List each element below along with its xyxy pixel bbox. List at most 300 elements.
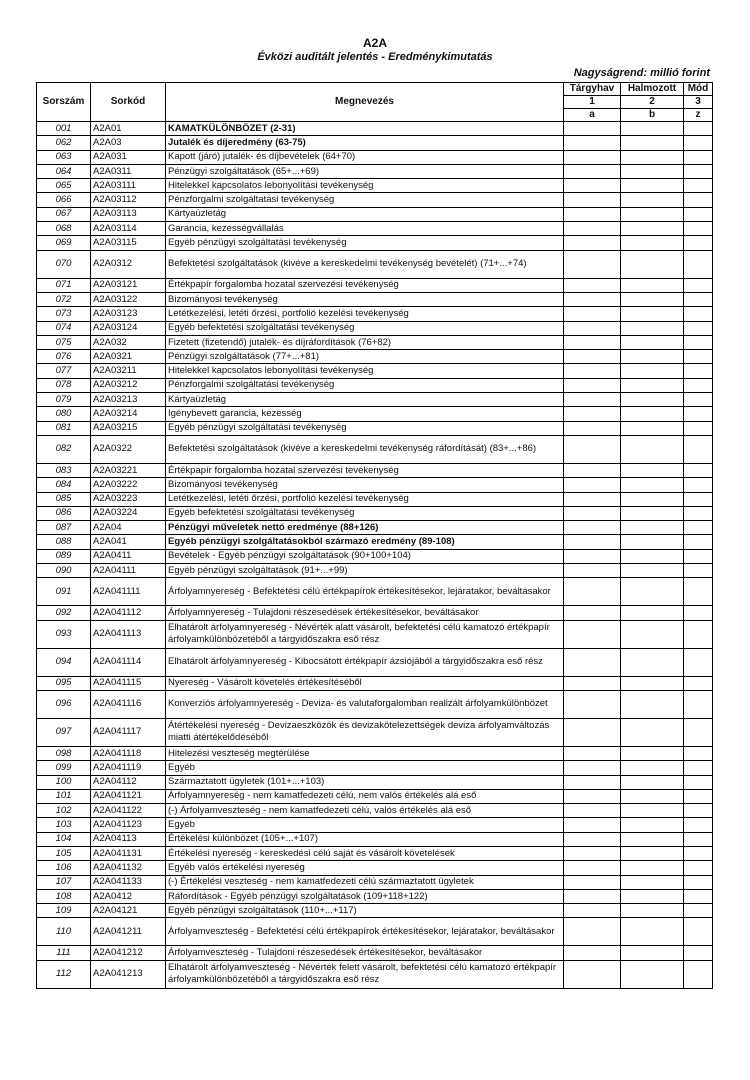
value-cell-halmozott[interactable] xyxy=(621,407,684,421)
table-row xyxy=(37,506,713,520)
value-cell-targyhav[interactable] xyxy=(564,393,621,407)
value-cell-halmozott[interactable] xyxy=(621,904,684,918)
value-cell-halmozott[interactable] xyxy=(621,207,684,221)
value-cell-targyhav[interactable] xyxy=(564,364,621,378)
table-row xyxy=(37,292,713,306)
value-cell-mod[interactable] xyxy=(684,946,713,960)
value-cell-mod[interactable] xyxy=(684,292,713,306)
row-name: Nyereség - Vásárolt követelés értékesítéséből xyxy=(166,676,564,690)
value-cell-halmozott[interactable] xyxy=(621,648,684,676)
row-name: Pénzforgalmi szolgáltatási tevékenység xyxy=(166,378,564,392)
value-cell-halmozott[interactable] xyxy=(621,946,684,960)
col-header-mod: Mód xyxy=(684,83,713,96)
value-cell-targyhav[interactable] xyxy=(564,307,621,321)
row-name: Árfolyamnyereség - nem kamatfedezeti célú, nem valós értékelés alá eső xyxy=(166,789,564,803)
value-cell-targyhav[interactable] xyxy=(564,832,621,846)
row-name: Árfolyamnyereség - Tulajdoni részesedések értékesítésekor, beváltásakor xyxy=(166,606,564,620)
value-cell-mod[interactable] xyxy=(684,761,713,775)
value-cell-mod[interactable] xyxy=(684,648,713,676)
col-header-sorszam: Sorszám xyxy=(37,83,91,122)
row-number: 065 xyxy=(37,179,91,193)
row-name: Értékpapír forgalomba hozatal szervezési tevékenység xyxy=(166,278,564,292)
row-code: A2A0322 xyxy=(91,435,166,463)
value-cell-targyhav[interactable] xyxy=(564,861,621,875)
value-cell-targyhav[interactable] xyxy=(564,535,621,549)
value-cell-mod[interactable] xyxy=(684,421,713,435)
table-row xyxy=(37,193,713,207)
value-cell-mod[interactable] xyxy=(684,846,713,860)
row-name: Értékpapír forgalomba hozatal szervezési tevékenység xyxy=(166,463,564,477)
value-cell-halmozott[interactable] xyxy=(621,506,684,520)
row-code: A2A03111 xyxy=(91,179,166,193)
value-cell-mod[interactable] xyxy=(684,463,713,477)
row-code: A2A032 xyxy=(91,335,166,349)
value-cell-mod[interactable] xyxy=(684,960,713,988)
value-cell-mod[interactable] xyxy=(684,407,713,421)
row-code: A2A041 xyxy=(91,535,166,549)
value-cell-mod[interactable] xyxy=(684,718,713,746)
value-cell-mod[interactable] xyxy=(684,804,713,818)
value-cell-targyhav[interactable] xyxy=(564,506,621,520)
value-cell-targyhav[interactable] xyxy=(564,549,621,563)
row-number: 104 xyxy=(37,832,91,846)
value-cell-halmozott[interactable] xyxy=(621,620,684,648)
table-row xyxy=(37,861,713,875)
row-code: A2A0412 xyxy=(91,889,166,903)
value-cell-halmozott[interactable] xyxy=(621,393,684,407)
value-cell-targyhav[interactable] xyxy=(564,564,621,578)
row-name: Egyéb valós értékelési nyereség xyxy=(166,861,564,875)
row-code: A2A01 xyxy=(91,122,166,136)
row-name: Kártyaüzletág xyxy=(166,207,564,221)
value-cell-targyhav[interactable] xyxy=(564,278,621,292)
row-number: 073 xyxy=(37,307,91,321)
table-row xyxy=(37,718,713,746)
value-cell-halmozott[interactable] xyxy=(621,789,684,803)
table-row xyxy=(37,179,713,193)
value-cell-halmozott[interactable] xyxy=(621,564,684,578)
col-number-3: 3 xyxy=(684,96,713,109)
row-name: Egyéb xyxy=(166,818,564,832)
value-cell-targyhav[interactable] xyxy=(564,521,621,535)
value-cell-mod[interactable] xyxy=(684,746,713,760)
value-cell-halmozott[interactable] xyxy=(621,918,684,946)
value-cell-halmozott[interactable] xyxy=(621,307,684,321)
table-row xyxy=(37,378,713,392)
value-cell-halmozott[interactable] xyxy=(621,478,684,492)
row-code: A2A041112 xyxy=(91,606,166,620)
row-name: Egyéb xyxy=(166,761,564,775)
value-cell-mod[interactable] xyxy=(684,690,713,718)
table-row xyxy=(37,407,713,421)
row-name: Átértékelési nyereség - Devizaeszközök és devizakötelezettségek deviza árfolyamváltozás miatti átértékelődéséből xyxy=(166,718,564,746)
table-row xyxy=(37,775,713,789)
value-cell-halmozott[interactable] xyxy=(621,150,684,164)
value-cell-targyhav[interactable] xyxy=(564,250,621,278)
row-name: Bizományosi tevékenység xyxy=(166,478,564,492)
row-name: Hitelekkel kapcsolatos lebonyolítási tevékenység xyxy=(166,179,564,193)
row-number: 074 xyxy=(37,321,91,335)
value-cell-mod[interactable] xyxy=(684,321,713,335)
value-cell-halmozott[interactable] xyxy=(621,122,684,136)
value-cell-mod[interactable] xyxy=(684,222,713,236)
table-row xyxy=(37,690,713,718)
value-cell-halmozott[interactable] xyxy=(621,960,684,988)
row-code: A2A03214 xyxy=(91,407,166,421)
value-cell-mod[interactable] xyxy=(684,521,713,535)
value-cell-targyhav[interactable] xyxy=(564,335,621,349)
value-cell-targyhav[interactable] xyxy=(564,846,621,860)
value-cell-halmozott[interactable] xyxy=(621,832,684,846)
value-cell-halmozott[interactable] xyxy=(621,463,684,477)
value-cell-targyhav[interactable] xyxy=(564,207,621,221)
value-cell-halmozott[interactable] xyxy=(621,846,684,860)
value-cell-targyhav[interactable] xyxy=(564,889,621,903)
row-name: Árfolyamveszteség - Befektetési célú értékpapírok értékesítésekor, lejáratakor, beváltásakor xyxy=(166,918,564,946)
row-code: A2A0321 xyxy=(91,350,166,364)
value-cell-halmozott[interactable] xyxy=(621,222,684,236)
value-cell-targyhav[interactable] xyxy=(564,478,621,492)
value-cell-mod[interactable] xyxy=(684,620,713,648)
row-code: A2A03223 xyxy=(91,492,166,506)
value-cell-mod[interactable] xyxy=(684,350,713,364)
row-code: A2A03121 xyxy=(91,278,166,292)
row-number: 084 xyxy=(37,478,91,492)
row-code: A2A03215 xyxy=(91,421,166,435)
value-cell-targyhav[interactable] xyxy=(564,775,621,789)
value-cell-halmozott[interactable] xyxy=(621,364,684,378)
row-name: Konverziós árfolyamnyereség - Deviza- és valutaforgalomban realizált árfolyamkülönbözet xyxy=(166,690,564,718)
row-number: 106 xyxy=(37,861,91,875)
row-number: 075 xyxy=(37,335,91,349)
income-statement-table xyxy=(36,82,713,989)
row-code: A2A041111 xyxy=(91,578,166,606)
value-cell-halmozott[interactable] xyxy=(621,378,684,392)
row-code: A2A03122 xyxy=(91,292,166,306)
table-row xyxy=(37,136,713,150)
value-cell-halmozott[interactable] xyxy=(621,761,684,775)
row-name: Egyéb pénzügyi szolgáltatási tevékenység xyxy=(166,236,564,250)
row-code: A2A04113 xyxy=(91,832,166,846)
table-row xyxy=(37,960,713,988)
value-cell-mod[interactable] xyxy=(684,136,713,150)
row-code: A2A041116 xyxy=(91,690,166,718)
row-number: 080 xyxy=(37,407,91,421)
value-cell-targyhav[interactable] xyxy=(564,421,621,435)
table-row xyxy=(37,904,713,918)
value-cell-targyhav[interactable] xyxy=(564,746,621,760)
row-number: 095 xyxy=(37,676,91,690)
value-cell-targyhav[interactable] xyxy=(564,875,621,889)
value-cell-halmozott[interactable] xyxy=(621,804,684,818)
value-cell-targyhav[interactable] xyxy=(564,378,621,392)
row-number: 071 xyxy=(37,278,91,292)
row-number: 079 xyxy=(37,393,91,407)
value-cell-halmozott[interactable] xyxy=(621,875,684,889)
row-code: A2A041119 xyxy=(91,761,166,775)
value-cell-mod[interactable] xyxy=(684,818,713,832)
row-code: A2A04112 xyxy=(91,775,166,789)
row-name: Garancia, kezességvállalás xyxy=(166,222,564,236)
table-row xyxy=(37,846,713,860)
row-number: 086 xyxy=(37,506,91,520)
table-row xyxy=(37,648,713,676)
row-name: Letétkezelési, letéti őrzési, portfolió kezelési tevékenység xyxy=(166,492,564,506)
value-cell-targyhav[interactable] xyxy=(564,435,621,463)
row-name: Jutalék és díjeredmény (63-75) xyxy=(166,136,564,150)
table-row xyxy=(37,421,713,435)
value-cell-halmozott[interactable] xyxy=(621,775,684,789)
value-cell-halmozott[interactable] xyxy=(621,136,684,150)
value-cell-targyhav[interactable] xyxy=(564,960,621,988)
table-row xyxy=(37,478,713,492)
row-name: Pénzforgalmi szolgáltatási tevékenység xyxy=(166,193,564,207)
value-cell-targyhav[interactable] xyxy=(564,193,621,207)
value-cell-targyhav[interactable] xyxy=(564,648,621,676)
row-name: Értékelési nyereség - kereskedési célú saját és vásárolt követelések xyxy=(166,846,564,860)
value-cell-mod[interactable] xyxy=(684,393,713,407)
table-row xyxy=(37,364,713,378)
table-row xyxy=(37,236,713,250)
row-number: 112 xyxy=(37,960,91,988)
value-cell-mod[interactable] xyxy=(684,307,713,321)
row-code: A2A041132 xyxy=(91,861,166,875)
table-row xyxy=(37,463,713,477)
table-row xyxy=(37,818,713,832)
value-cell-halmozott[interactable] xyxy=(621,746,684,760)
value-cell-mod[interactable] xyxy=(684,606,713,620)
row-code: A2A03212 xyxy=(91,378,166,392)
row-number: 089 xyxy=(37,549,91,563)
value-cell-halmozott[interactable] xyxy=(621,690,684,718)
value-cell-targyhav[interactable] xyxy=(564,350,621,364)
value-cell-halmozott[interactable] xyxy=(621,250,684,278)
row-name: Árfolyamveszteség - Tulajdoni részesedések értékesítésekor, beváltásakor xyxy=(166,946,564,960)
row-code: A2A041123 xyxy=(91,818,166,832)
value-cell-mod[interactable] xyxy=(684,207,713,221)
value-cell-halmozott[interactable] xyxy=(621,164,684,178)
value-cell-targyhav[interactable] xyxy=(564,463,621,477)
value-cell-targyhav[interactable] xyxy=(564,136,621,150)
table-row xyxy=(37,164,713,178)
value-cell-mod[interactable] xyxy=(684,122,713,136)
value-cell-halmozott[interactable] xyxy=(621,606,684,620)
table-row xyxy=(37,804,713,818)
table-row xyxy=(37,789,713,803)
table-row xyxy=(37,889,713,903)
value-cell-targyhav[interactable] xyxy=(564,222,621,236)
value-cell-halmozott[interactable] xyxy=(621,193,684,207)
row-name: Egyéb pénzügyi szolgáltatásokból származó eredmény (89-108) xyxy=(166,535,564,549)
row-number: 108 xyxy=(37,889,91,903)
row-number: 093 xyxy=(37,620,91,648)
value-cell-halmozott[interactable] xyxy=(621,321,684,335)
value-cell-mod[interactable] xyxy=(684,832,713,846)
row-name: Letétkezelési, letéti őrzési, portfolió kezelési tevékenység xyxy=(166,307,564,321)
row-number: 110 xyxy=(37,918,91,946)
row-code: A2A041133 xyxy=(91,875,166,889)
value-cell-mod[interactable] xyxy=(684,492,713,506)
row-number: 085 xyxy=(37,492,91,506)
value-cell-halmozott[interactable] xyxy=(621,435,684,463)
value-cell-halmozott[interactable] xyxy=(621,179,684,193)
table-row xyxy=(37,761,713,775)
value-cell-mod[interactable] xyxy=(684,506,713,520)
row-number: 099 xyxy=(37,761,91,775)
value-cell-halmozott[interactable] xyxy=(621,889,684,903)
row-number: 083 xyxy=(37,463,91,477)
value-cell-targyhav[interactable] xyxy=(564,321,621,335)
row-number: 001 xyxy=(37,122,91,136)
row-code: A2A03 xyxy=(91,136,166,150)
row-code: A2A041212 xyxy=(91,946,166,960)
value-cell-halmozott[interactable] xyxy=(621,718,684,746)
row-code: A2A03222 xyxy=(91,478,166,492)
row-code: A2A03213 xyxy=(91,393,166,407)
value-cell-halmozott[interactable] xyxy=(621,350,684,364)
value-cell-mod[interactable] xyxy=(684,193,713,207)
value-cell-targyhav[interactable] xyxy=(564,492,621,506)
value-cell-halmozott[interactable] xyxy=(621,421,684,435)
table-row xyxy=(37,564,713,578)
row-code: A2A0411 xyxy=(91,549,166,563)
row-number: 088 xyxy=(37,535,91,549)
col-header-targyhav: Tárgyhav xyxy=(564,83,621,96)
value-cell-targyhav[interactable] xyxy=(564,407,621,421)
value-cell-mod[interactable] xyxy=(684,564,713,578)
row-name: Bevételek - Egyéb pénzügyi szolgáltatások (90+100+104) xyxy=(166,549,564,563)
table-row xyxy=(37,746,713,760)
value-cell-targyhav[interactable] xyxy=(564,620,621,648)
col-header-sorkod: Sorkód xyxy=(91,83,166,122)
table-row xyxy=(37,393,713,407)
row-number: 082 xyxy=(37,435,91,463)
table-row xyxy=(37,350,713,364)
row-code: A2A04121 xyxy=(91,904,166,918)
value-cell-targyhav[interactable] xyxy=(564,676,621,690)
value-cell-targyhav[interactable] xyxy=(564,690,621,718)
value-cell-targyhav[interactable] xyxy=(564,904,621,918)
value-cell-halmozott[interactable] xyxy=(621,861,684,875)
row-number: 092 xyxy=(37,606,91,620)
value-cell-halmozott[interactable] xyxy=(621,676,684,690)
row-name: Hitelezési veszteség megtérülése xyxy=(166,746,564,760)
row-number: 096 xyxy=(37,690,91,718)
value-cell-targyhav[interactable] xyxy=(564,789,621,803)
row-name: Befektetési szolgáltatások (kivéve a kereskedelmi tevékenység bevételét) (71+...+74) xyxy=(166,250,564,278)
value-cell-halmozott[interactable] xyxy=(621,818,684,832)
col-header-halmozott: Halmozott xyxy=(621,83,684,96)
value-cell-targyhav[interactable] xyxy=(564,606,621,620)
row-code: A2A03221 xyxy=(91,463,166,477)
value-cell-targyhav[interactable] xyxy=(564,164,621,178)
value-cell-halmozott[interactable] xyxy=(621,578,684,606)
value-cell-mod[interactable] xyxy=(684,150,713,164)
value-cell-halmozott[interactable] xyxy=(621,535,684,549)
value-cell-mod[interactable] xyxy=(684,250,713,278)
value-cell-halmozott[interactable] xyxy=(621,335,684,349)
row-name: Elhatárolt árfolyamnyereség - Kibocsátott értékpapír ázsiójából a tárgyidőszakra eső rész xyxy=(166,648,564,676)
value-cell-mod[interactable] xyxy=(684,904,713,918)
row-name: Bizományosi tevékenység xyxy=(166,292,564,306)
value-cell-targyhav[interactable] xyxy=(564,718,621,746)
row-code: A2A041118 xyxy=(91,746,166,760)
value-cell-mod[interactable] xyxy=(684,236,713,250)
value-cell-targyhav[interactable] xyxy=(564,122,621,136)
row-number: 101 xyxy=(37,789,91,803)
table-row xyxy=(37,492,713,506)
value-cell-targyhav[interactable] xyxy=(564,578,621,606)
col-letter-a: a xyxy=(564,109,621,122)
row-number: 078 xyxy=(37,378,91,392)
value-cell-mod[interactable] xyxy=(684,549,713,563)
value-cell-mod[interactable] xyxy=(684,364,713,378)
row-number: 098 xyxy=(37,746,91,760)
value-cell-halmozott[interactable] xyxy=(621,549,684,563)
value-cell-targyhav[interactable] xyxy=(564,179,621,193)
value-cell-halmozott[interactable] xyxy=(621,278,684,292)
table-row xyxy=(37,435,713,463)
row-name: Árfolyamnyereség - Befektetési célú értékpapírok értékesítésekor, lejáratakor, beváltásakor xyxy=(166,578,564,606)
row-name: Igénybevett garancia, kezesség xyxy=(166,407,564,421)
row-code: A2A041122 xyxy=(91,804,166,818)
value-cell-targyhav[interactable] xyxy=(564,946,621,960)
row-code: A2A03114 xyxy=(91,222,166,236)
value-cell-targyhav[interactable] xyxy=(564,918,621,946)
value-cell-halmozott[interactable] xyxy=(621,292,684,306)
value-cell-mod[interactable] xyxy=(684,535,713,549)
row-code: A2A04111 xyxy=(91,564,166,578)
value-cell-targyhav[interactable] xyxy=(564,292,621,306)
value-cell-mod[interactable] xyxy=(684,378,713,392)
value-cell-mod[interactable] xyxy=(684,889,713,903)
value-cell-targyhav[interactable] xyxy=(564,150,621,164)
value-cell-mod[interactable] xyxy=(684,164,713,178)
value-cell-mod[interactable] xyxy=(684,179,713,193)
value-cell-halmozott[interactable] xyxy=(621,521,684,535)
table-row xyxy=(37,207,713,221)
row-code: A2A041113 xyxy=(91,620,166,648)
value-cell-mod[interactable] xyxy=(684,875,713,889)
value-cell-mod[interactable] xyxy=(684,861,713,875)
value-cell-mod[interactable] xyxy=(684,676,713,690)
row-number: 102 xyxy=(37,804,91,818)
value-cell-targyhav[interactable] xyxy=(564,236,621,250)
row-code: A2A03224 xyxy=(91,506,166,520)
row-code: A2A03115 xyxy=(91,236,166,250)
value-cell-mod[interactable] xyxy=(684,918,713,946)
value-cell-mod[interactable] xyxy=(684,435,713,463)
value-cell-mod[interactable] xyxy=(684,578,713,606)
value-cell-halmozott[interactable] xyxy=(621,236,684,250)
col-number-2: 2 xyxy=(621,96,684,109)
unit-label: Nagyságrend: millió forint xyxy=(573,67,710,79)
value-cell-targyhav[interactable] xyxy=(564,818,621,832)
value-cell-mod[interactable] xyxy=(684,775,713,789)
table-body xyxy=(37,122,713,989)
value-cell-targyhav[interactable] xyxy=(564,804,621,818)
row-name: Elhatárolt árfolyamveszteség - Névérték felett vásárolt, befektetési célú kamatozó értékpapír árfolyamkülönbözetéből a tárgyidőszakra eső rész xyxy=(166,960,564,988)
value-cell-mod[interactable] xyxy=(684,789,713,803)
value-cell-mod[interactable] xyxy=(684,335,713,349)
value-cell-halmozott[interactable] xyxy=(621,492,684,506)
value-cell-targyhav[interactable] xyxy=(564,761,621,775)
value-cell-mod[interactable] xyxy=(684,478,713,492)
row-name: Egyéb pénzügyi szolgáltatási tevékenység xyxy=(166,421,564,435)
row-number: 067 xyxy=(37,207,91,221)
row-number: 063 xyxy=(37,150,91,164)
value-cell-mod[interactable] xyxy=(684,278,713,292)
